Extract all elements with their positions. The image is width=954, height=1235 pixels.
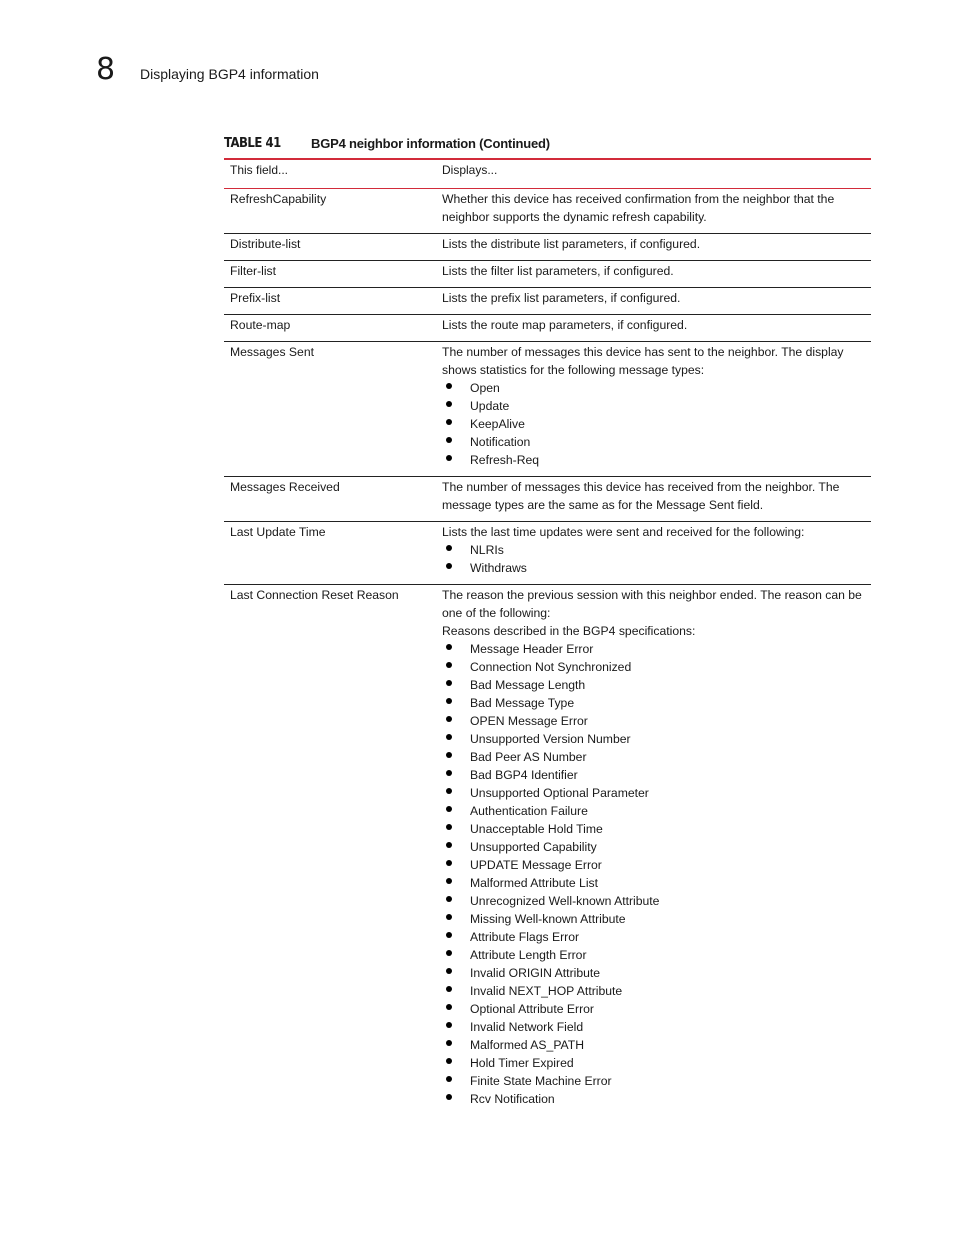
field-name-cell: Messages Sent xyxy=(224,342,436,477)
field-description-cell xyxy=(436,315,871,342)
bgp4-neighbor-table xyxy=(224,158,871,1115)
field-name-cell: Prefix-list xyxy=(224,288,436,315)
field-name-cell: Last Connection Reset Reason xyxy=(230,588,399,602)
bullet-item: Withdraws xyxy=(442,559,865,577)
column-header-displays: Displays... xyxy=(436,158,871,189)
bullet-item: Bad BGP4 Identifier xyxy=(442,766,865,784)
bullet-item: Bad Message Type xyxy=(442,694,865,712)
description-text: Lists the filter list parameters, if configured. xyxy=(442,264,674,278)
bullet-item: UPDATE Message Error xyxy=(442,856,865,874)
field-name-cell: Last Update Time xyxy=(224,522,436,585)
field-description-cell xyxy=(436,288,871,315)
field-description-cell xyxy=(436,189,871,234)
column-header-field: This field... xyxy=(224,158,436,189)
bullet-item: Invalid NEXT_HOP Attribute xyxy=(442,982,865,1000)
table-title: BGP4 neighbor information (Continued) xyxy=(311,136,550,151)
description-text: Lists the distribute list parameters, if configured. xyxy=(442,237,701,251)
field-description-cell xyxy=(436,477,871,522)
table-row xyxy=(224,585,871,1116)
bullet-item: Malformed Attribute List xyxy=(442,874,865,892)
bullet-item: Open xyxy=(442,379,865,397)
table-caption xyxy=(224,136,871,160)
table-label: TABLE 41 xyxy=(224,136,281,151)
chapter-title: Displaying BGP4 information xyxy=(140,66,319,82)
description-text: The number of messages this device has received from the neighbor. The message types are the same as for the Message Sent field. xyxy=(442,480,840,512)
bullet-item: Bad Message Length xyxy=(442,676,865,694)
bullet-item: Attribute Flags Error xyxy=(442,928,865,946)
description-text: The reason the previous session with this neighbor ended. The reason can be one of the following: xyxy=(442,588,862,620)
field-description-cell xyxy=(436,234,871,261)
bullet-item: KeepAlive xyxy=(442,415,865,433)
bullet-item: NLRIs xyxy=(442,541,865,559)
table-row xyxy=(224,477,871,522)
bullet-item: Optional Attribute Error xyxy=(442,1000,865,1018)
bullet-item: Authentication Failure xyxy=(442,802,865,820)
description-text: Lists the route map parameters, if configured. xyxy=(442,318,688,332)
bullet-item: Malformed AS_PATH xyxy=(442,1036,865,1054)
table-body xyxy=(224,189,871,1116)
bullet-item: Hold Timer Expired xyxy=(442,1054,865,1072)
bullet-item: OPEN Message Error xyxy=(442,712,865,730)
bullet-item: Update xyxy=(442,397,865,415)
field-name-cell: Route-map xyxy=(224,315,436,342)
table-row xyxy=(224,261,871,288)
bullet-list xyxy=(442,541,865,577)
bullet-item: Unacceptable Hold Time xyxy=(442,820,865,838)
table-row xyxy=(224,315,871,342)
bullet-item: Notification xyxy=(442,433,865,451)
field-name-cell: RefreshCapability xyxy=(224,189,436,234)
bullet-item: Finite State Machine Error xyxy=(442,1072,865,1090)
bullet-item: Attribute Length Error xyxy=(442,946,865,964)
table-row xyxy=(224,522,871,585)
description-subtext: Reasons described in the BGP4 specifications: xyxy=(442,624,696,638)
field-description-cell xyxy=(436,585,871,1116)
bullet-item: Unsupported Capability xyxy=(442,838,865,856)
table-row xyxy=(224,342,871,477)
bullet-item: Connection Not Synchronized xyxy=(442,658,865,676)
chapter-number: 8 xyxy=(96,52,116,87)
description-text: Lists the last time updates were sent and received for the following: xyxy=(442,525,805,539)
bullet-item: Unsupported Version Number xyxy=(442,730,865,748)
bullet-item: Unsupported Optional Parameter xyxy=(442,784,865,802)
field-name-cell: Messages Received xyxy=(224,477,436,522)
field-name-cell: Distribute-list xyxy=(224,234,436,261)
bullet-item: Refresh-Req xyxy=(442,451,865,469)
table-row xyxy=(224,189,871,234)
bullet-list xyxy=(442,640,865,1108)
field-name-cell: Filter-list xyxy=(224,261,436,288)
table-row xyxy=(224,234,871,261)
description-text: Whether this device has received confirmation from the neighbor that the neighbor supports the dynamic refresh capability. xyxy=(442,192,835,224)
field-description-cell xyxy=(436,342,871,477)
table-row xyxy=(224,288,871,315)
bullet-item: Message Header Error xyxy=(442,640,865,658)
bullet-item: Rcv Notification xyxy=(442,1090,865,1108)
bullet-item: Invalid ORIGIN Attribute xyxy=(442,964,865,982)
field-description-cell xyxy=(436,522,871,585)
description-text: The number of messages this device has sent to the neighbor. The display shows statistics for the following message types: xyxy=(442,345,844,377)
table-header-row xyxy=(224,158,871,189)
bullet-item: Unrecognized Well-known Attribute xyxy=(442,892,865,910)
bullet-item: Invalid Network Field xyxy=(442,1018,865,1036)
description-text: Lists the prefix list parameters, if configured. xyxy=(442,291,681,305)
bullet-list xyxy=(442,379,865,469)
bullet-item: Bad Peer AS Number xyxy=(442,748,865,766)
bullet-item: Missing Well-known Attribute xyxy=(442,910,865,928)
field-description-cell xyxy=(436,261,871,288)
